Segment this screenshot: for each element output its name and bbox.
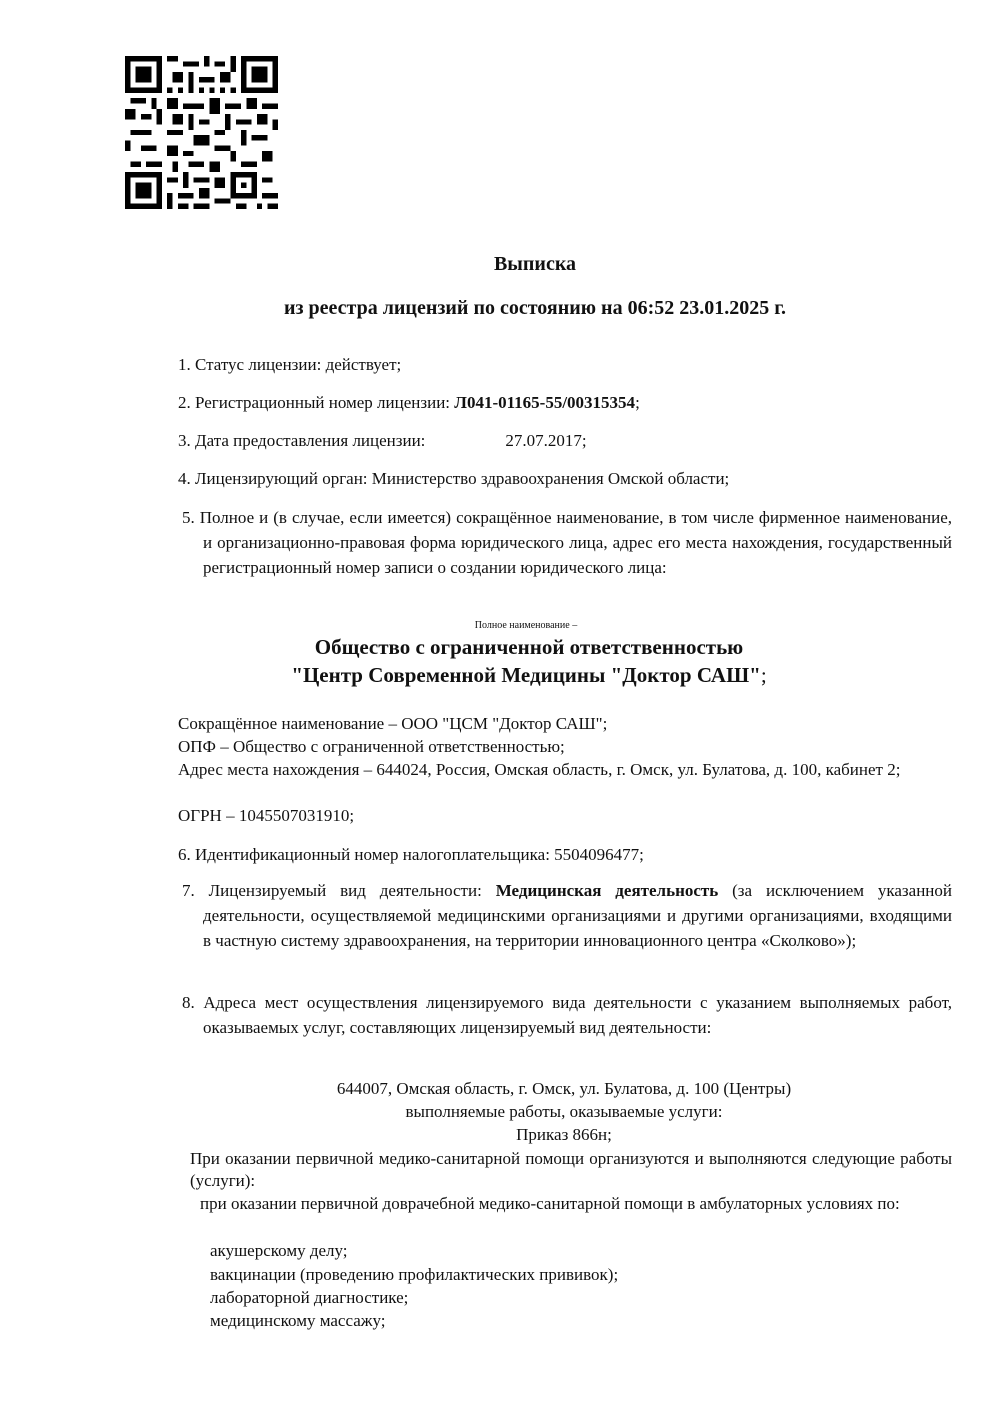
document-subtitle: из реестра лицензий по состоянию на 06:52 23.01.2025 г. xyxy=(283,297,787,319)
service-item: лабораторной диагностике; xyxy=(210,1288,409,1307)
org-opf: ОПФ – Общество с ограниченной ответственностью; xyxy=(178,737,565,756)
licensing-authority: 4. Лицензирующий орган: Министерство здравоохранения Омской области; xyxy=(178,469,730,488)
registration-number-end: ; xyxy=(635,393,640,412)
order-reference: Приказ 866н; xyxy=(516,1125,612,1144)
item-8-text: 8. Адреса мест осуществления лицензируемого вида деятельности с указанием выполняемых работ, оказываемых услуг, составляющих лицензируемый вид деятельности: xyxy=(182,993,952,1037)
org-full-name-line1 xyxy=(0,634,1000,661)
full-name-caption: Полное наименование – xyxy=(474,620,578,631)
license-date-line xyxy=(178,428,952,453)
activity-type: Медицинская деятельность xyxy=(495,881,719,900)
org-ogrn: ОГРН – 1045507031910; xyxy=(178,806,355,825)
item-5-text: 5. Полное и (в случае, если имеется) сокращённое наименование, в том числе фирменное наименование, и организационно-правовая форма юридического лица, адрес его места нахождения, государственный регистрационный номер записи о создании юридического лица: xyxy=(182,508,952,577)
document-title: Выписка xyxy=(493,253,577,275)
registration-number-line xyxy=(178,390,952,415)
license-date-value: 27.07.2017; xyxy=(505,431,587,450)
service-item: вакцинации (проведению профилактических прививок); xyxy=(210,1265,619,1284)
qr-code-image xyxy=(125,56,278,209)
services-intro: При оказании первичной медико-санитарной помощи организуются и выполняются следующие работы (услуги): xyxy=(190,1149,952,1190)
org-full-name-end: ; xyxy=(760,663,767,687)
service-item: медицинскому массажу; xyxy=(210,1311,386,1330)
service-place: 644007, Омская область, г. Омск, ул. Булатова, д. 100 (Центры) xyxy=(336,1079,792,1098)
org-short-name: Сокращённое наименование – ООО "ЦСМ "Доктор САШ"; xyxy=(178,714,608,733)
registration-number-label: 2. Регистрационный номер лицензии: xyxy=(178,393,455,412)
org-full-name-line2-text: "Центр Современной Медицины "Доктор САШ" xyxy=(291,663,761,687)
org-full-name-line1-text: Общество с ограниченной ответственностью xyxy=(314,635,744,659)
service-item: акушерскому делу; xyxy=(210,1241,348,1260)
inn-line: 6. Идентификационный номер налогоплательщика: 5504096477; xyxy=(178,845,644,864)
license-date-label: 3. Дата предоставления лицензии: xyxy=(178,431,426,450)
org-full-name-line2 xyxy=(0,662,1000,689)
activity-prefix: 7. Лицензируемый вид деятельности: xyxy=(182,881,496,900)
org-address: Адрес места нахождения – 644024, Россия, Омская область, г. Омск, ул. Булатова, д. 100, кабинет 2; xyxy=(178,760,901,779)
registration-number-value: Л041-01165-55/00315354 xyxy=(454,393,636,412)
activity-rest: (за исключением указанной деятельности, осуществляемой медицинскими организациями и другими организациями, входящими в частную систему здравоохранения, на территории инновационного центра «Сколково»); xyxy=(203,881,952,950)
outpatient-line: при оказании первичной доврачебной медико-санитарной помощи в амбулаторных условиях по: xyxy=(200,1194,900,1213)
activity-line xyxy=(178,878,952,953)
works-caption: выполняемые работы, оказываемые услуги: xyxy=(405,1102,723,1121)
license-status: 1. Статус лицензии: действует; xyxy=(178,355,402,374)
